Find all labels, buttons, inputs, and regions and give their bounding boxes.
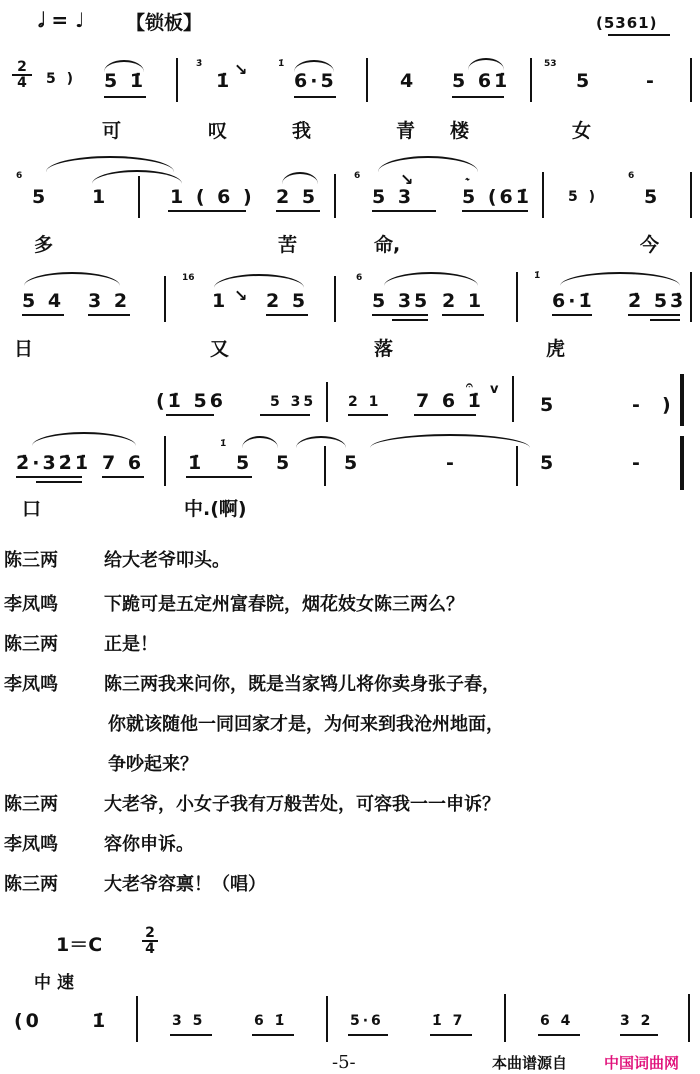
note: 4 [400, 70, 417, 92]
barline [516, 446, 518, 486]
note: 1 [212, 290, 229, 312]
beam [538, 1034, 580, 1036]
double-barline [680, 374, 684, 426]
glide-arrow-icon: ↘ [234, 60, 248, 79]
note-group: 2̇ 53̇ [628, 290, 687, 312]
barline [326, 382, 328, 422]
dialogue-line [4, 796, 500, 814]
note-group: 7 6 [102, 452, 145, 474]
lyric: 虎 [546, 338, 566, 360]
note-group: 5 1̇ [104, 70, 147, 92]
note-group: 5 ) [46, 71, 77, 87]
grace-note: 53 [544, 59, 557, 69]
grace-note: 16 [182, 273, 195, 283]
grace-note: 1̇ [534, 271, 541, 281]
grace-note: 6 [354, 171, 361, 181]
barline [164, 276, 166, 322]
source-label: 本曲谱源自 [492, 1054, 568, 1072]
barline [164, 436, 166, 486]
interlude-note-group: 7 6 1̇ [416, 390, 484, 412]
dash: - [446, 452, 457, 474]
barline [530, 58, 532, 102]
note-group: (0 [14, 1010, 42, 1032]
lyric: 叹 [208, 120, 228, 142]
note: 5 [344, 452, 361, 474]
beam [392, 319, 428, 321]
note: 5 [644, 186, 661, 208]
beam [276, 210, 320, 212]
note-group: 5 ) [568, 189, 599, 205]
lyric: 多 [34, 234, 54, 256]
note-group: 2 5 [276, 186, 319, 208]
lyric: 又 [210, 338, 230, 360]
dialogue-text: 陈三两我来问你，既是当家鸨儿将你卖身张子春， [104, 674, 500, 695]
beam [186, 476, 252, 478]
mordent-icon: 𝆝 [466, 172, 469, 186]
barline [690, 272, 692, 322]
glide-arrow-icon: ↘ [400, 170, 414, 189]
section-label: 【锁板】 [126, 12, 203, 34]
note-group: 5 61̇ [452, 70, 511, 92]
page-number: -5- [332, 1052, 356, 1073]
lyric: 楼 [450, 120, 470, 142]
grace-note: 6 [16, 171, 23, 181]
beam [430, 1034, 472, 1036]
slur [296, 436, 346, 448]
beam [104, 96, 146, 98]
beam [252, 1034, 294, 1036]
beam [260, 414, 310, 416]
dialogue-line [4, 552, 230, 570]
beam [166, 414, 214, 416]
slur [560, 272, 680, 286]
beam [348, 1034, 388, 1036]
barline [690, 172, 692, 218]
note-group: 5 3 [372, 186, 415, 208]
barline [324, 446, 326, 486]
alt-phrase-underline [608, 34, 670, 36]
beam [372, 314, 428, 316]
slur [468, 58, 504, 70]
slur [32, 432, 136, 446]
dash: - [646, 70, 657, 92]
beam [414, 414, 476, 416]
note-group: 5 (61̇ [462, 186, 532, 208]
interlude-note-group: 2 1 [348, 394, 382, 410]
lyric: 女 [572, 120, 592, 142]
dialogue-text: 大老爷容禀！（唱） [104, 874, 266, 895]
lyric: 落 [374, 338, 394, 360]
interlude-close-paren: ) [662, 394, 674, 416]
note-group: 1̇ 7 [432, 1013, 466, 1029]
note: 1̇ [188, 452, 205, 474]
lyric: 命, [374, 234, 401, 256]
note-group: 3 5 [172, 1013, 206, 1029]
barline [138, 176, 140, 218]
note-group: 5·6 [350, 1013, 384, 1029]
dialogue-continuation: 争吵起来？ [108, 754, 198, 775]
note-group: 3 2 [620, 1013, 654, 1029]
speaker-name: 陈三两 [4, 634, 58, 655]
beam [16, 476, 82, 478]
slur [370, 434, 530, 448]
speaker-name: 陈三两 [4, 874, 58, 895]
barline [512, 376, 514, 422]
lyric: 可 [102, 120, 122, 142]
dialogue-text: 正是！ [104, 634, 158, 655]
glide-arrow-icon: ↘ [234, 286, 248, 305]
dialogue-text: 下跪可是五定州富春院，烟花妓女陈三两么？ [104, 594, 464, 615]
time-signature: 2 4 [12, 60, 32, 90]
interlude-note-group: (1̇ 56 [156, 390, 226, 412]
beam [462, 210, 528, 212]
beam [170, 1034, 212, 1036]
key-signature: 1＝C [56, 934, 103, 956]
interlude-note-group: 5 35 [270, 394, 317, 410]
beam [348, 414, 388, 416]
speaker-name: 李凤鸣 [4, 594, 58, 615]
speaker-name: 李凤鸣 [4, 834, 58, 855]
speaker-name: 李凤鸣 [4, 674, 58, 695]
barline [176, 58, 178, 102]
beam [650, 319, 680, 321]
dialogue-line [4, 836, 194, 854]
interlude-note: 5 [540, 394, 557, 416]
breath-mark-icon: v [490, 382, 499, 397]
beam [620, 1034, 658, 1036]
note-group: 5 4 [22, 290, 65, 312]
dialogue-text: 容你申诉。 [104, 834, 194, 855]
slur [378, 156, 478, 172]
note-group: 2 5 [266, 290, 309, 312]
lyric: 日 [14, 338, 34, 360]
beam [452, 96, 504, 98]
fermata-icon: 𝄐 [466, 378, 473, 392]
note-group: 6·1̇ [552, 290, 595, 312]
note-group: 1 ( 6 ) [170, 186, 255, 208]
interlude-dash: - [632, 394, 643, 416]
slur [46, 156, 174, 172]
slur [214, 274, 304, 288]
barline [334, 174, 336, 218]
beam [628, 314, 680, 316]
dialogue-text: 给大老爷叩头。 [104, 550, 230, 571]
speaker-name: 陈三两 [4, 794, 58, 815]
grace-note: 1̇ [278, 59, 285, 69]
lyric: 今 [640, 234, 660, 256]
note: 1̇ [92, 1010, 109, 1032]
beam [102, 476, 144, 478]
note-group: 6 4 [540, 1013, 574, 1029]
barline [334, 276, 336, 322]
note-group: 2̇·32̇1̇ [16, 452, 92, 474]
grace-note: 3̇ [196, 59, 203, 69]
grace-note: 6 [356, 273, 363, 283]
alt-phrase: (5361) [596, 14, 658, 32]
dialogue-continuation: 你就该随他一同回家才是，为何来到我沧州地面， [108, 714, 504, 735]
beam [22, 314, 64, 316]
note: 1 [92, 186, 109, 208]
beam [372, 210, 436, 212]
beam [552, 314, 592, 316]
source-site-link[interactable]: 中国词曲网 [604, 1054, 680, 1072]
dialogue-line [4, 676, 500, 694]
beam [294, 96, 336, 98]
barline [688, 994, 690, 1042]
beam [168, 210, 246, 212]
note-group: 6·5 [294, 70, 337, 92]
dialogue-text: 大老爷，小女子我有万般苦处，可容我一一申诉？ [104, 794, 500, 815]
dialogue-line [4, 876, 266, 894]
barline [326, 996, 328, 1042]
beam [266, 314, 308, 316]
note-group: 6 1̇ [254, 1013, 288, 1029]
grace-note: 6 [628, 171, 635, 181]
dialogue-line [4, 596, 464, 614]
lyric: 口 [22, 498, 42, 520]
slur [92, 170, 182, 184]
beam [442, 314, 484, 316]
slur [384, 272, 478, 286]
note: 5 [276, 452, 293, 474]
note-group: 2 1 [442, 290, 485, 312]
barline [516, 272, 518, 322]
tempo-label: 中速 [34, 973, 80, 993]
grace-note: 1̇ [220, 439, 227, 449]
barline [366, 58, 368, 102]
note: 5 [540, 452, 557, 474]
time-signature: 2 4 [142, 926, 158, 956]
slur [242, 436, 278, 448]
note: 5 [576, 70, 593, 92]
slur [24, 272, 120, 286]
note: 5 [236, 452, 253, 474]
note-group: 3 2 [88, 290, 131, 312]
beam [36, 481, 82, 483]
dash: - [632, 452, 643, 474]
tempo-marking: 𝅗𝅥 = ♩ [38, 8, 85, 32]
lyric: 青 [396, 120, 416, 142]
beam [88, 314, 130, 316]
note-group: 1̇ [216, 70, 233, 92]
dialogue-line [4, 636, 158, 654]
lyric: 苦 [278, 234, 298, 256]
slur [282, 172, 318, 184]
barline [542, 172, 544, 218]
barline [504, 994, 506, 1042]
barline [136, 996, 138, 1042]
speaker-name: 陈三两 [4, 550, 58, 571]
note-group: 5 35 [372, 290, 431, 312]
note: 5 [32, 186, 49, 208]
double-barline [680, 436, 684, 490]
lyric: 中.(啊) [184, 498, 247, 520]
lyric: 我 [292, 120, 312, 142]
barline [690, 58, 692, 102]
